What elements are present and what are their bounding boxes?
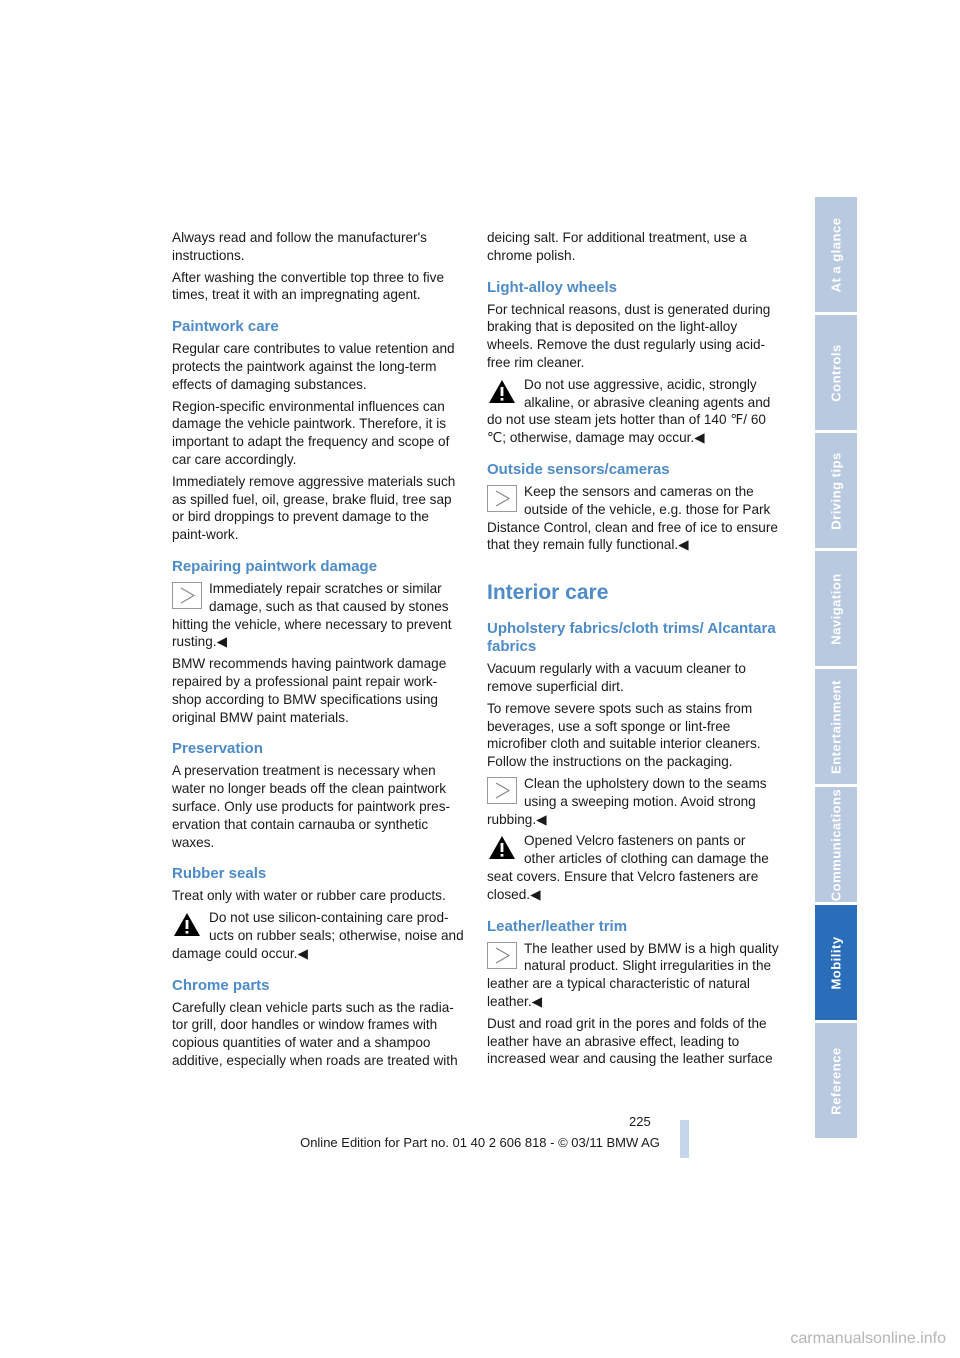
section-heading-rubber-seals: Rubber seals [172,865,267,883]
note-text: Keep the sensors and cameras on the outside of the vehicle, e.g. those for Park Distance Control, clean and free of ice to ensure that they remain fully functional.◀ [487,483,778,553]
section-heading-upholstery: Upholstery fabrics/cloth trims/ Alcantara fabrics [487,620,776,656]
warning-text: Do not use silicon-containing care prod-ucts on rubber seals; otherwise, noise and damage could occur.◀ [172,910,464,961]
left-column [172,229,464,1074]
tab-driving-tips[interactable] [815,433,857,551]
paragraph: For technical reasons, dust is generated during braking that is deposited on the light-alloy wheels. Remove the dust regularly using acid-free rim cleaner. [487,301,771,370]
section-heading-leather: Leather/leather trim [487,917,628,935]
paragraph: Region-specific environmental influences can damage the vehicle paintwork. Therefore, it is important to adapt the frequency and scope of car care accordingly. [172,398,450,467]
warning-text: Opened Velcro fasteners on pants or other articles of clothing can damage the seat covers. Ensure that Velcro fasteners are closed.◀ [487,833,769,902]
tab-label: At a glance [828,217,844,292]
chapter-heading-interior-care: Interior care [487,581,609,605]
tab-controls[interactable] [815,315,857,433]
tab-label: Reference [828,1046,844,1115]
warning-triangle-icon [487,378,517,405]
paragraph: Treat only with water or rubber care products. [172,888,446,904]
tab-label: Driving tips [828,451,844,530]
tab-label: Communications [828,788,844,901]
paragraph: deicing salt. For additional treatment, use a chrome polish. [487,230,747,263]
tab-label: Entertainment [828,679,844,774]
section-heading-chrome-parts: Chrome parts [172,976,270,994]
note-text: Immediately repair scratches or similar damage, such as that caused by stones hitting the vehicle, where necessary to prevent rusting.◀ [172,580,452,650]
tab-label: Controls [828,343,844,402]
tab-entertainment[interactable] [815,669,857,787]
warning-block [487,376,779,447]
section-heading-paintwork-care: Paintwork care [172,318,279,336]
paragraph: BMW recommends having paintwork damage repaired by a professional paint repair work-shop according to BMW specifications using original BMW paint materials. [172,656,447,725]
right-column [487,229,779,1072]
footer-text: Online Edition for Part no. 01 40 2 606 818 - © 03/11 BMW AG [300,1135,660,1150]
paragraph: Always read and follow the manufacturer's instructions. [172,230,427,263]
tab-navigation[interactable] [815,551,857,669]
section-heading-light-alloy-wheels: Light-alloy wheels [487,278,618,296]
paragraph: Dust and road grit in the pores and folds of the leather have an abrasive effect, leading to increased wear and causing the leather surface [487,1015,773,1067]
play-arrow-icon [487,485,517,512]
warning-block [487,832,779,903]
note-block [487,483,779,554]
play-arrow-icon [487,777,517,804]
warning-triangle-icon [172,911,202,938]
section-heading-preservation: Preservation [172,740,263,758]
section-heading-repairing-paintwork: Repairing paintwork damage [172,557,378,575]
tab-reference[interactable] [815,1023,857,1141]
paragraph: After washing the convertible top three to five times, treat it with an impregnating agent. [172,269,445,303]
warning-block [172,909,464,962]
note-block [487,940,779,1011]
note-text: Clean the upholstery down to the seams using a sweeping motion. Avoid strong rubbing.◀ [487,775,767,827]
note-block [487,775,779,828]
note-block [172,580,464,651]
paragraph: Carefully clean vehicle parts such as the radia-tor grill, door handles or window frames with copious quantities of water and a shampoo additive, especially when roads are treated with [172,999,458,1068]
watermark: carmanualsonline.info [790,1330,946,1347]
paragraph: Immediately remove aggressive materials such as spilled fuel, oil, grease, brake fluid, tree sap or bird droppings to prevent damage to the paint-work. [172,473,456,543]
play-arrow-icon [172,582,202,609]
section-heading-outside-sensors: Outside sensors/cameras [487,460,670,478]
tab-at-a-glance[interactable] [815,197,857,315]
note-text: The leather used by BMW is a high quality natural product. Slight irregularities in the leather are a typical characteristic of natural leather.◀ [487,940,779,1009]
warning-triangle-icon [487,834,517,861]
paragraph: A preservation treatment is necessary when water no longer beads off the clean paintwork surface. Only use products for paintwork pres-ervation that contain carnauba or synthetic waxes. [172,763,451,850]
tab-label: Navigation [828,572,844,645]
page-number: 225 [629,1114,651,1129]
paragraph: To remove severe spots such as stains from beverages, use a soft sponge or lint-free microfiber cloth and suitable interior cleaners. Follow the instructions on the packaging. [487,700,761,770]
chapter-tabs [815,197,857,1141]
paragraph: Vacuum regularly with a vacuum cleaner to remove superficial dirt. [487,661,746,694]
paragraph: Regular care contributes to value retention and protects the paintwork against the long-term effects of damaging substances. [172,341,455,392]
tab-label: Mobility [828,935,844,990]
tab-mobility[interactable] [815,905,857,1023]
tab-communications[interactable] [815,787,857,905]
warning-text: Do not use aggressive, acidic, strongly alkaline, or abrasive cleaning agents and do not use steam jets hotter than of 140 ℉/ 60 ℃; otherwise, damage may occur.◀ [487,376,771,446]
play-arrow-icon [487,942,517,969]
